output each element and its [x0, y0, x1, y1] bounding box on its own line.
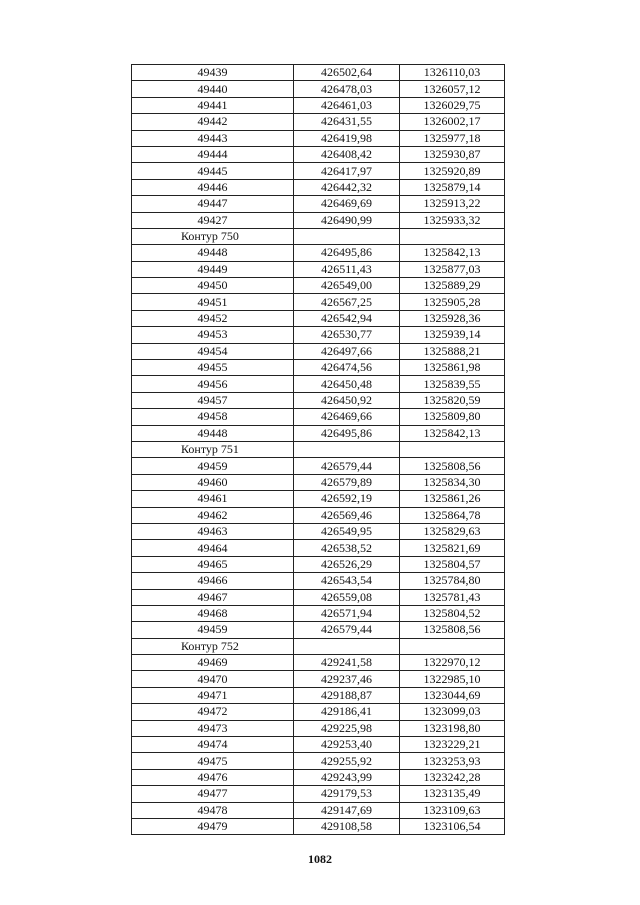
table-row: [132, 818, 505, 834]
y-coordinate-cell: 1323106,54: [400, 818, 505, 834]
y-coordinate-cell: 1325930,87: [400, 146, 505, 162]
x-coordinate-cell: 426490,99: [294, 212, 400, 228]
contour-header-row: [132, 441, 505, 457]
point-id-cell: 49440: [132, 81, 294, 97]
table-row: [132, 802, 505, 818]
y-coordinate-cell: 1325820,59: [400, 392, 505, 408]
y-coordinate-cell: 1323242,28: [400, 769, 505, 785]
table-row: [132, 786, 505, 802]
table-row: [132, 376, 505, 392]
x-coordinate-cell: 426592,19: [294, 491, 400, 507]
table-row: [132, 294, 505, 310]
x-coordinate-cell: 426538,52: [294, 540, 400, 556]
y-coordinate-cell: 1325861,26: [400, 491, 505, 507]
x-coordinate-cell: 429237,46: [294, 671, 400, 687]
page-number: 1082: [308, 852, 332, 866]
x-coordinate-cell: 426511,43: [294, 261, 400, 277]
point-id-cell: 49474: [132, 737, 294, 753]
x-coordinate-cell: 426530,77: [294, 327, 400, 343]
y-coordinate-cell: 1325928,36: [400, 310, 505, 326]
table-row: [132, 556, 505, 572]
x-coordinate-cell: 426497,66: [294, 343, 400, 359]
contour-header-row: [132, 638, 505, 654]
table-row: [132, 343, 505, 359]
x-coordinate-cell: 426543,54: [294, 573, 400, 589]
table-row: [132, 523, 505, 539]
point-id-cell: 49448: [132, 245, 294, 261]
y-coordinate-cell: 1323044,69: [400, 687, 505, 703]
point-id-cell: 49455: [132, 360, 294, 376]
empty-cell: [400, 228, 505, 244]
empty-cell: [400, 441, 505, 457]
y-coordinate-cell: 1326110,03: [400, 65, 505, 81]
x-coordinate-cell: 426559,08: [294, 589, 400, 605]
y-coordinate-cell: 1323253,93: [400, 753, 505, 769]
x-coordinate-cell: 426469,66: [294, 409, 400, 425]
point-id-cell: 49427: [132, 212, 294, 228]
y-coordinate-cell: 1325933,32: [400, 212, 505, 228]
y-coordinate-cell: 1325877,03: [400, 261, 505, 277]
x-coordinate-cell: 426526,29: [294, 556, 400, 572]
point-id-cell: 49445: [132, 163, 294, 179]
y-coordinate-cell: 1325920,89: [400, 163, 505, 179]
x-coordinate-cell: 429255,92: [294, 753, 400, 769]
x-coordinate-cell: 429188,87: [294, 687, 400, 703]
table-row: [132, 458, 505, 474]
table-row: [132, 704, 505, 720]
point-id-cell: 49463: [132, 523, 294, 539]
y-coordinate-cell: 1325834,30: [400, 474, 505, 490]
table-row: [132, 65, 505, 81]
x-coordinate-cell: 429108,58: [294, 818, 400, 834]
x-coordinate-cell: 426579,44: [294, 622, 400, 638]
y-coordinate-cell: 1323099,03: [400, 704, 505, 720]
y-coordinate-cell: 1325889,29: [400, 278, 505, 294]
point-id-cell: 49462: [132, 507, 294, 523]
x-coordinate-cell: 429241,58: [294, 655, 400, 671]
contour-header-row: [132, 228, 505, 244]
table-row: [132, 360, 505, 376]
point-id-cell: 49453: [132, 327, 294, 343]
y-coordinate-cell: 1322970,12: [400, 655, 505, 671]
x-coordinate-cell: 429147,69: [294, 802, 400, 818]
x-coordinate-cell: 429243,99: [294, 769, 400, 785]
y-coordinate-cell: 1323135,49: [400, 786, 505, 802]
point-id-cell: 49456: [132, 376, 294, 392]
point-id-cell: 49439: [132, 65, 294, 81]
table-row: [132, 278, 505, 294]
x-coordinate-cell: 426442,32: [294, 179, 400, 195]
x-coordinate-cell: 426567,25: [294, 294, 400, 310]
y-coordinate-cell: 1325804,57: [400, 556, 505, 572]
point-id-cell: 49467: [132, 589, 294, 605]
x-coordinate-cell: 426450,48: [294, 376, 400, 392]
table-row: [132, 196, 505, 212]
x-coordinate-cell: 426474,56: [294, 360, 400, 376]
point-id-cell: 49469: [132, 655, 294, 671]
empty-cell: [294, 441, 400, 457]
point-id-cell: 49449: [132, 261, 294, 277]
x-coordinate-cell: 429253,40: [294, 737, 400, 753]
point-id-cell: 49475: [132, 753, 294, 769]
x-coordinate-cell: 426461,03: [294, 97, 400, 113]
point-id-cell: 49479: [132, 818, 294, 834]
table-row: [132, 720, 505, 736]
y-coordinate-cell: 1323198,80: [400, 720, 505, 736]
table-row: [132, 605, 505, 621]
point-id-cell: 49452: [132, 310, 294, 326]
table-row: [132, 261, 505, 277]
x-coordinate-cell: 426419,98: [294, 130, 400, 146]
table-row: [132, 212, 505, 228]
y-coordinate-cell: 1325905,28: [400, 294, 505, 310]
point-id-cell: 49454: [132, 343, 294, 359]
table-row: [132, 310, 505, 326]
empty-cell: [294, 228, 400, 244]
point-id-cell: 49477: [132, 786, 294, 802]
y-coordinate-cell: 1325913,22: [400, 196, 505, 212]
y-coordinate-cell: 1325839,55: [400, 376, 505, 392]
point-id-cell: 49473: [132, 720, 294, 736]
y-coordinate-cell: 1325888,21: [400, 343, 505, 359]
table-row: [132, 589, 505, 605]
x-coordinate-cell: 426579,89: [294, 474, 400, 490]
x-coordinate-cell: 426495,86: [294, 245, 400, 261]
point-id-cell: 49444: [132, 146, 294, 162]
point-id-cell: 49461: [132, 491, 294, 507]
point-id-cell: 49443: [132, 130, 294, 146]
point-id-cell: 49471: [132, 687, 294, 703]
point-id-cell: 49460: [132, 474, 294, 490]
point-id-cell: 49468: [132, 605, 294, 621]
table-row: [132, 671, 505, 687]
point-id-cell: 49464: [132, 540, 294, 556]
y-coordinate-cell: 1326029,75: [400, 97, 505, 113]
table-row: [132, 392, 505, 408]
y-coordinate-cell: 1325977,18: [400, 130, 505, 146]
table-row: [132, 753, 505, 769]
point-id-cell: 49441: [132, 97, 294, 113]
table-row: [132, 474, 505, 490]
x-coordinate-cell: 426569,46: [294, 507, 400, 523]
y-coordinate-cell: 1325939,14: [400, 327, 505, 343]
point-id-cell: 49451: [132, 294, 294, 310]
y-coordinate-cell: 1325804,52: [400, 605, 505, 621]
y-coordinate-cell: 1325808,56: [400, 458, 505, 474]
y-coordinate-cell: 1325864,78: [400, 507, 505, 523]
point-id-cell: 49472: [132, 704, 294, 720]
x-coordinate-cell: 426469,69: [294, 196, 400, 212]
point-id-cell: 49465: [132, 556, 294, 572]
x-coordinate-cell: 426478,03: [294, 81, 400, 97]
table-row: [132, 573, 505, 589]
contour-label: Контур 752: [132, 638, 294, 654]
point-id-cell: 49447: [132, 196, 294, 212]
empty-cell: [400, 638, 505, 654]
table-row: [132, 540, 505, 556]
x-coordinate-cell: 426408,42: [294, 146, 400, 162]
table-row: [132, 97, 505, 113]
y-coordinate-cell: 1325879,14: [400, 179, 505, 195]
table-row: [132, 769, 505, 785]
contour-label: Контур 751: [132, 441, 294, 457]
y-coordinate-cell: 1325842,13: [400, 245, 505, 261]
x-coordinate-cell: 426571,94: [294, 605, 400, 621]
y-coordinate-cell: 1325861,98: [400, 360, 505, 376]
point-id-cell: 49470: [132, 671, 294, 687]
coordinates-table: [131, 64, 505, 835]
x-coordinate-cell: 426502,64: [294, 65, 400, 81]
y-coordinate-cell: 1325809,80: [400, 409, 505, 425]
y-coordinate-cell: 1325821,69: [400, 540, 505, 556]
x-coordinate-cell: 426495,86: [294, 425, 400, 441]
point-id-cell: 49459: [132, 458, 294, 474]
table-row: [132, 737, 505, 753]
point-id-cell: 49442: [132, 114, 294, 130]
contour-label: Контур 750: [132, 228, 294, 244]
point-id-cell: 49446: [132, 179, 294, 195]
x-coordinate-cell: 426450,92: [294, 392, 400, 408]
x-coordinate-cell: 426579,44: [294, 458, 400, 474]
y-coordinate-cell: 1325829,63: [400, 523, 505, 539]
point-id-cell: 49476: [132, 769, 294, 785]
point-id-cell: 49457: [132, 392, 294, 408]
table-row: [132, 425, 505, 441]
table-row: [132, 687, 505, 703]
y-coordinate-cell: 1325842,13: [400, 425, 505, 441]
y-coordinate-cell: 1322985,10: [400, 671, 505, 687]
table-row: [132, 655, 505, 671]
table-row: [132, 622, 505, 638]
table-row: [132, 81, 505, 97]
y-coordinate-cell: 1325781,43: [400, 589, 505, 605]
table-row: [132, 491, 505, 507]
x-coordinate-cell: 426549,00: [294, 278, 400, 294]
point-id-cell: 49458: [132, 409, 294, 425]
x-coordinate-cell: 426417,97: [294, 163, 400, 179]
x-coordinate-cell: 429179,53: [294, 786, 400, 802]
table-row: [132, 327, 505, 343]
coordinates-table-body: [132, 65, 505, 835]
y-coordinate-cell: 1323109,63: [400, 802, 505, 818]
y-coordinate-cell: 1325784,80: [400, 573, 505, 589]
empty-cell: [294, 638, 400, 654]
x-coordinate-cell: 426542,94: [294, 310, 400, 326]
table-row: [132, 179, 505, 195]
y-coordinate-cell: 1326057,12: [400, 81, 505, 97]
table-row: [132, 507, 505, 523]
x-coordinate-cell: 429186,41: [294, 704, 400, 720]
table-row: [132, 163, 505, 179]
table-row: [132, 245, 505, 261]
y-coordinate-cell: 1325808,56: [400, 622, 505, 638]
y-coordinate-cell: 1326002,17: [400, 114, 505, 130]
point-id-cell: 49466: [132, 573, 294, 589]
point-id-cell: 49459: [132, 622, 294, 638]
x-coordinate-cell: 426549,95: [294, 523, 400, 539]
table-row: [132, 146, 505, 162]
table-row: [132, 130, 505, 146]
x-coordinate-cell: 426431,55: [294, 114, 400, 130]
table-row: [132, 409, 505, 425]
point-id-cell: 49450: [132, 278, 294, 294]
x-coordinate-cell: 429225,98: [294, 720, 400, 736]
point-id-cell: 49448: [132, 425, 294, 441]
table-row: [132, 114, 505, 130]
point-id-cell: 49478: [132, 802, 294, 818]
y-coordinate-cell: 1323229,21: [400, 737, 505, 753]
